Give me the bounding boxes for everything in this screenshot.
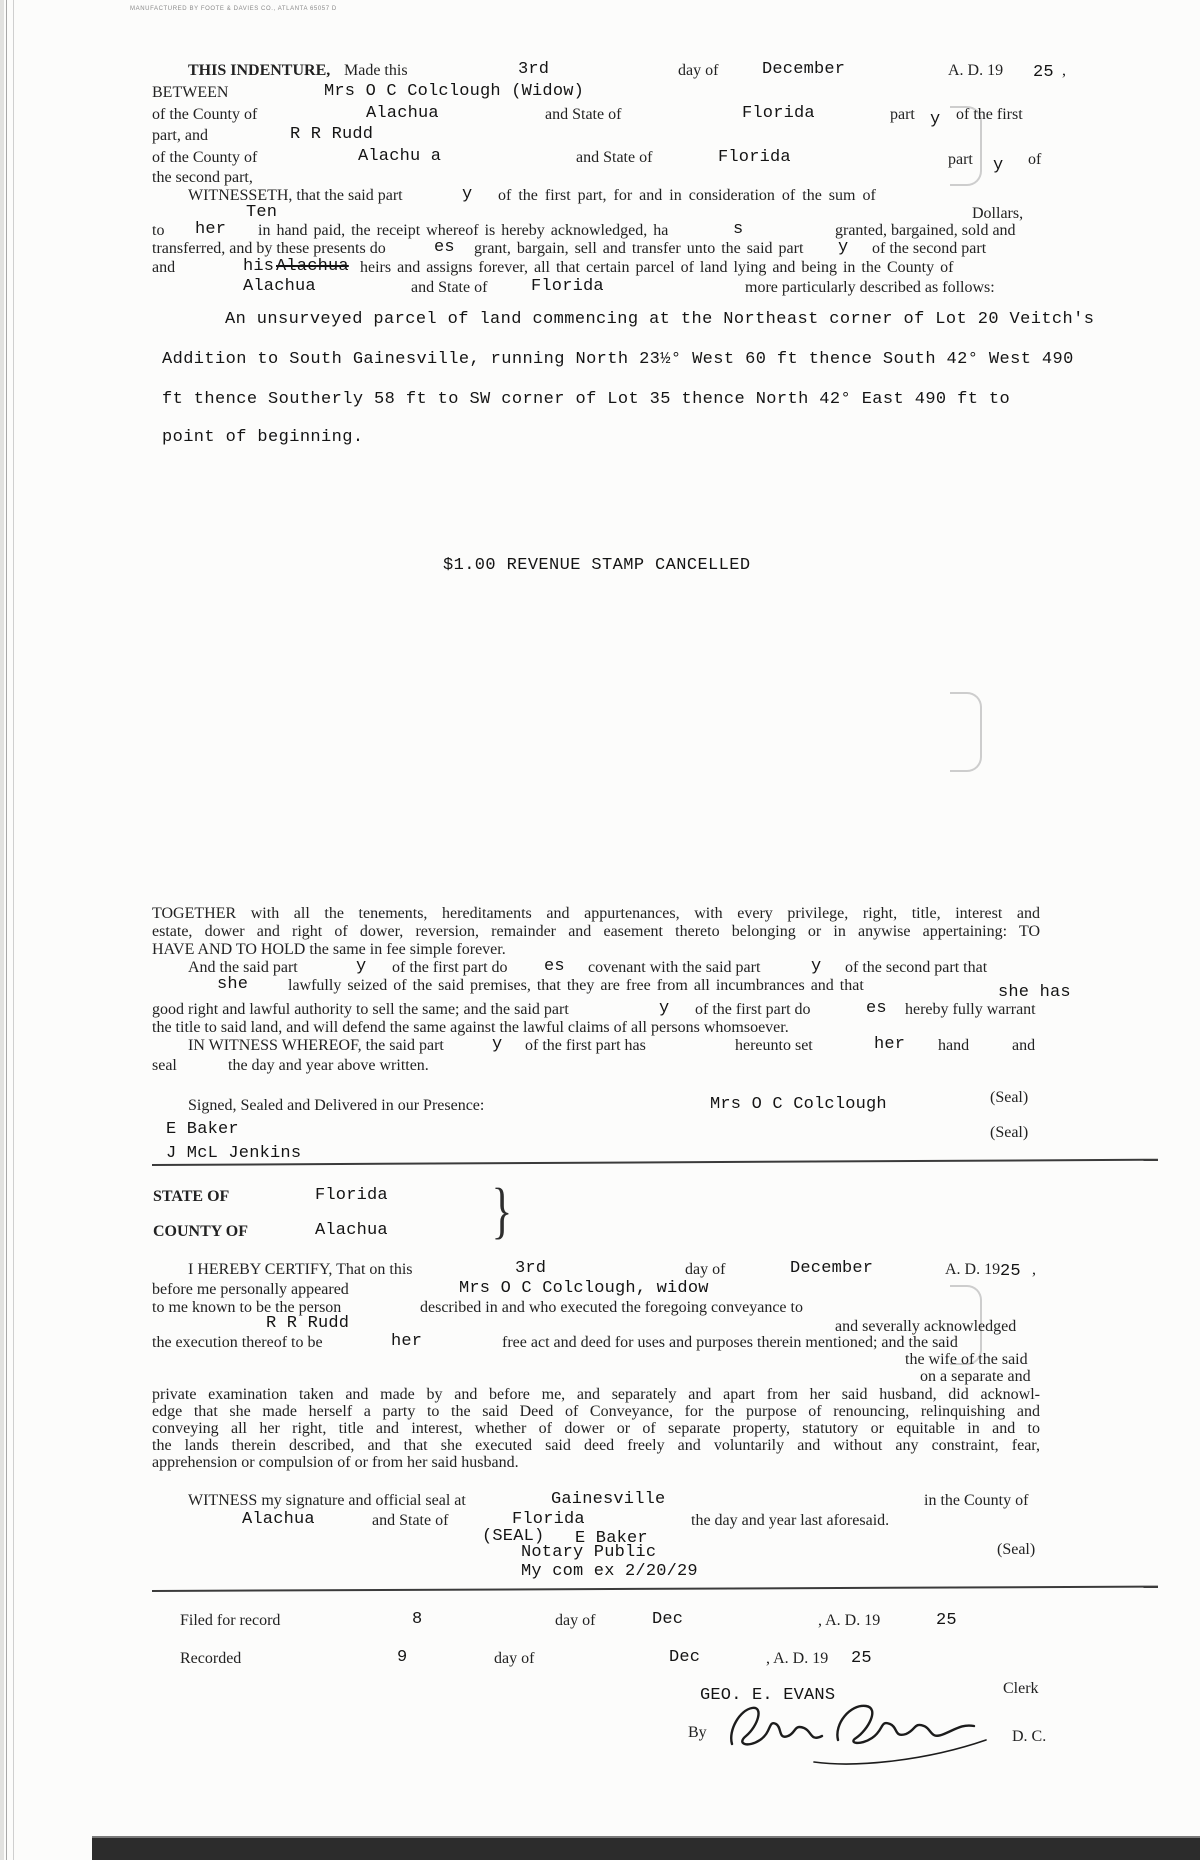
form-seal-paren-3: (Seal) — [997, 1541, 1036, 1558]
form-of: of — [1028, 151, 1042, 168]
form-in-hand: in hand paid, the receipt whereof is hereby acknowledged, ha — [258, 222, 669, 239]
form-witnesseth-1: WITNESSETH, that the said part — [188, 187, 403, 204]
form-clerk-title: Clerk — [1003, 1680, 1039, 1697]
typed-her-3: her — [391, 1332, 423, 1351]
typed-second-party: R R Rudd — [290, 125, 374, 144]
typed-recorded-year: 25 — [851, 1649, 872, 1668]
form-seal-paren-2: (Seal) — [990, 1124, 1029, 1141]
form-private-4: the lands therein described, and that she executed said deed freely and voluntarily and without any constraint, fear, — [152, 1437, 1040, 1454]
form-of-the-first: of the first — [956, 106, 1023, 123]
typed-seal-caps: (SEAL) — [482, 1527, 545, 1546]
form-known: to me known to be the person — [152, 1299, 342, 1316]
typed-land-state: Florida — [531, 277, 604, 296]
typed-she: she — [217, 975, 249, 994]
form-private-5: apprehension or compulsion of or from her said husband. — [152, 1454, 519, 1471]
form-witness-seal: WITNESS my signature and official seal at — [188, 1492, 466, 1509]
typed-year: 25 — [1033, 63, 1054, 82]
form-seal-word: seal — [152, 1057, 177, 1074]
form-second-part: the second part, — [152, 169, 253, 186]
section-divider-2 — [152, 1586, 1158, 1592]
form-granted: granted, bargained, sold and — [835, 222, 1016, 239]
form-part-and: part, and — [152, 127, 208, 144]
form-hand: hand — [938, 1037, 970, 1054]
typed-part-letter-2: y — [993, 156, 1004, 175]
typed-witness-2: J McL Jenkins — [166, 1144, 302, 1163]
form-day-of-2: day of — [494, 1650, 535, 1667]
typed-seal-city: Gainesville — [551, 1490, 666, 1509]
form-dollars: Dollars, — [972, 205, 1024, 222]
form-and-2: and — [1012, 1037, 1036, 1054]
typed-description-line-1: An unsurveyed parcel of land commencing at the Northeast corner of Lot 20 Veitch's — [225, 310, 1095, 329]
form-wife-line: the wife of the said — [905, 1351, 1028, 1368]
form-certify-day-of: day of — [685, 1261, 726, 1278]
typed-witnesseth-y: y — [462, 185, 473, 204]
typed-filed-day: 8 — [412, 1610, 423, 1629]
form-defend: the title to said land, and will defend the same against the lawful claims of all persons whomsoever. — [152, 1019, 789, 1036]
form-severally: and severally acknowledged — [835, 1318, 1017, 1335]
form-certify-comma: , — [1032, 1261, 1036, 1278]
form-part-2: part — [948, 151, 973, 168]
typed-second-party-state: Florida — [718, 148, 791, 167]
form-execution-line: the execution thereof to be — [152, 1334, 323, 1351]
typed-grantor-signature: Mrs O C Colclough — [710, 1095, 887, 1114]
typed-day: 3rd — [518, 60, 550, 79]
typed-description-line-2: Addition to South Gainesville, running North 23½° West 60 ft thence South 42° West 490 — [162, 350, 1074, 369]
typed-first-party-state: Florida — [742, 104, 815, 123]
form-day-of: day of — [678, 62, 719, 79]
scan-edge-line-2 — [13, 0, 14, 1860]
typed-s: s — [733, 220, 744, 239]
typed-y-2: y — [838, 238, 849, 257]
form-separate-line: on a separate and — [920, 1368, 1031, 1385]
form-by-label: By — [688, 1724, 707, 1741]
typed-clerk-name: GEO. E. EVANS — [700, 1686, 836, 1705]
form-before-me: before me personally appeared — [152, 1281, 349, 1298]
form-ad-1: , A. D. 19 — [818, 1612, 881, 1629]
typed-she-has: she has — [998, 983, 1071, 1002]
form-hereunto-set: hereunto set — [735, 1037, 813, 1054]
typed-second-party-county: Alachu a — [358, 147, 442, 166]
form-private-2: edge that she made herself a party to the said Deed of Conveyance, for the purpose of renouncing, relinquishing and — [152, 1403, 1040, 1420]
typed-her-2: her — [874, 1035, 906, 1054]
typed-recorded-day: 9 — [397, 1648, 408, 1667]
form-good-right-2: of the first part do — [695, 1001, 811, 1018]
form-part-1: part — [890, 106, 915, 123]
typed-notary-name: E Baker — [575, 1529, 648, 1548]
form-grant-bargain: grant, bargain, sell and transfer unto the said part — [474, 240, 804, 257]
form-and-state-2: and State of — [576, 149, 653, 166]
typed-his: his — [243, 257, 275, 276]
typed-seal-state: Florida — [512, 1510, 585, 1529]
typed-certify-day: 3rd — [515, 1259, 547, 1278]
scan-edge-strip — [0, 0, 4, 1860]
typed-description-line-3: ft thence Southerly 58 ft to SW corner of Lot 35 thence North 42° East 490 ft to — [162, 390, 1011, 409]
typed-first-party: Mrs O C Colclough (Widow) — [324, 82, 585, 101]
form-filed-label: Filed for record — [180, 1612, 281, 1629]
form-together-2: estate, dower and right of dower, reversion, remainder and easement thereto belonging or in anywise appertaining: TO — [152, 923, 1040, 940]
form-comma: , — [1062, 62, 1066, 79]
form-covenant-4: of the second part that — [845, 959, 988, 976]
form-made-this: Made this — [344, 62, 408, 79]
deputy-clerk-signature — [718, 1696, 1008, 1770]
form-together-1: TOGETHER with all the tenements, hereditaments and appurtenances, with every privilege, right, title, interest and — [152, 905, 1040, 922]
form-deputy-title: D. C. — [1012, 1728, 1047, 1745]
typed-first-party-county: Alachua — [366, 104, 439, 123]
form-seal-paren-1: (Seal) — [990, 1089, 1029, 1106]
typed-commission: My com ex 2/20/29 — [521, 1562, 698, 1581]
typed-amount: Ten — [246, 203, 278, 222]
venue-brace: } — [491, 1177, 513, 1245]
scan-bottom-bar — [92, 1836, 1200, 1860]
form-in-witness-1: IN WITNESS WHEREOF, the said part — [188, 1037, 444, 1054]
typed-land-county: Alachua — [243, 277, 316, 296]
typed-notary-title: Notary Public — [521, 1543, 657, 1562]
form-transferred: transferred, and by these presents do — [152, 240, 386, 257]
form-day-year: the day and year above written. — [228, 1057, 429, 1074]
form-certify: I HEREBY CERTIFY, That on this — [188, 1261, 413, 1278]
typed-es-1: es — [434, 238, 455, 257]
form-witnesseth-2: of the first part, for and in consideration of the sum of — [498, 187, 876, 204]
form-and: and — [152, 259, 176, 276]
form-and-state-1: and State of — [545, 106, 622, 123]
form-covenant-3: covenant with the said part — [588, 959, 761, 976]
form-in-county: in the County of — [924, 1492, 1029, 1509]
typed-covenant-y2: y — [811, 957, 822, 976]
form-recorded-label: Recorded — [180, 1650, 242, 1667]
form-ad19: A. D. 19 — [948, 62, 1004, 79]
form-signed-sealed: Signed, Sealed and Delivered in our Presence: — [188, 1097, 485, 1114]
typed-witness-1: E Baker — [166, 1120, 239, 1139]
form-of-county-2: of the County of — [152, 149, 258, 166]
form-state-of: STATE OF — [153, 1188, 230, 1205]
form-in-witness-2: of the first part has — [525, 1037, 646, 1054]
typed-her: her — [195, 220, 227, 239]
form-private-3: conveying all her right, title and interest, whether of dower or of separate property, statutory or equitable in and to — [152, 1420, 1040, 1437]
form-good-right-1: good right and lawful authority to sell the same; and the said part — [152, 1001, 569, 1018]
form-and-state-4: and State of — [372, 1512, 449, 1529]
form-and-state-3: and State of — [411, 279, 488, 296]
form-this-indenture: THIS INDENTURE, — [188, 62, 331, 79]
typed-description-line-4: point of beginning. — [162, 428, 364, 447]
form-certify-ad19: A. D. 19 — [945, 1261, 1001, 1278]
printer-mark: MANUFACTURED BY FOOTE & DAVIES CO., ATLANTA 65057 D — [130, 6, 337, 12]
typed-appeared-name: Mrs O C Colclough, widow — [459, 1279, 709, 1298]
form-to: to — [152, 222, 165, 239]
typed-certify-month: December — [790, 1259, 874, 1278]
typed-conveyed-to: R R Rudd — [266, 1314, 350, 1333]
typed-covenant-es: es — [544, 957, 565, 976]
form-county-of: COUNTY OF — [153, 1223, 248, 1240]
typed-covenant-y1: y — [356, 957, 367, 976]
typed-good-right-es: es — [866, 999, 887, 1018]
typed-month: December — [762, 60, 846, 79]
typed-filed-year: 25 — [936, 1611, 957, 1630]
typed-in-witness-y: y — [492, 1035, 503, 1054]
binder-punch-mark-2 — [950, 692, 982, 772]
form-day-of-1: day of — [555, 1612, 596, 1629]
typed-state: Florida — [315, 1186, 388, 1205]
scan-edge-line-1 — [6, 0, 7, 1860]
form-heirs: heirs and assigns forever, all that certain parcel of land lying and being in the County of — [360, 259, 954, 276]
form-private-1: private examination taken and made by and before me, and separately and apart from her said husband, did acknowl- — [152, 1386, 1040, 1403]
form-ad-2: , A. D. 19 — [766, 1650, 829, 1667]
form-free-act: free act and deed for uses and purposes therein mentioned; and the said — [502, 1334, 958, 1351]
form-more-particularly: more particularly described as follows: — [745, 279, 995, 296]
form-good-right-3: hereby fully warrant — [905, 1001, 1036, 1018]
typed-seal-county: Alachua — [242, 1510, 315, 1529]
typed-good-right-y: y — [659, 999, 670, 1018]
typed-certify-year: 25 — [1000, 1262, 1021, 1281]
form-of-second-part: of the second part — [872, 240, 987, 257]
typed-county: Alachua — [315, 1221, 388, 1240]
form-described: described in and who executed the foregoing conveyance to — [420, 1299, 803, 1316]
form-of-county-1: of the County of — [152, 106, 258, 123]
typed-recorded-month: Dec — [669, 1648, 701, 1667]
form-covenant-1: And the said part — [188, 959, 298, 976]
form-between: BETWEEN — [152, 84, 229, 101]
typed-part-letter-1: y — [930, 110, 941, 129]
form-together-3: HAVE AND TO HOLD the same in fee simple forever. — [152, 941, 506, 958]
typed-revenue-stamp-note: $1.00 REVENUE STAMP CANCELLED — [443, 556, 751, 575]
section-divider-1 — [152, 1159, 1158, 1166]
typed-struck-word: Alachua — [276, 257, 349, 276]
typed-filed-month: Dec — [652, 1610, 684, 1629]
form-seized: lawfully seized of the said premises, that they are free from all incumbrances and that — [288, 977, 864, 994]
form-day-aforesaid: the day and year last aforesaid. — [691, 1512, 890, 1529]
form-covenant-2: of the first part do — [392, 959, 508, 976]
